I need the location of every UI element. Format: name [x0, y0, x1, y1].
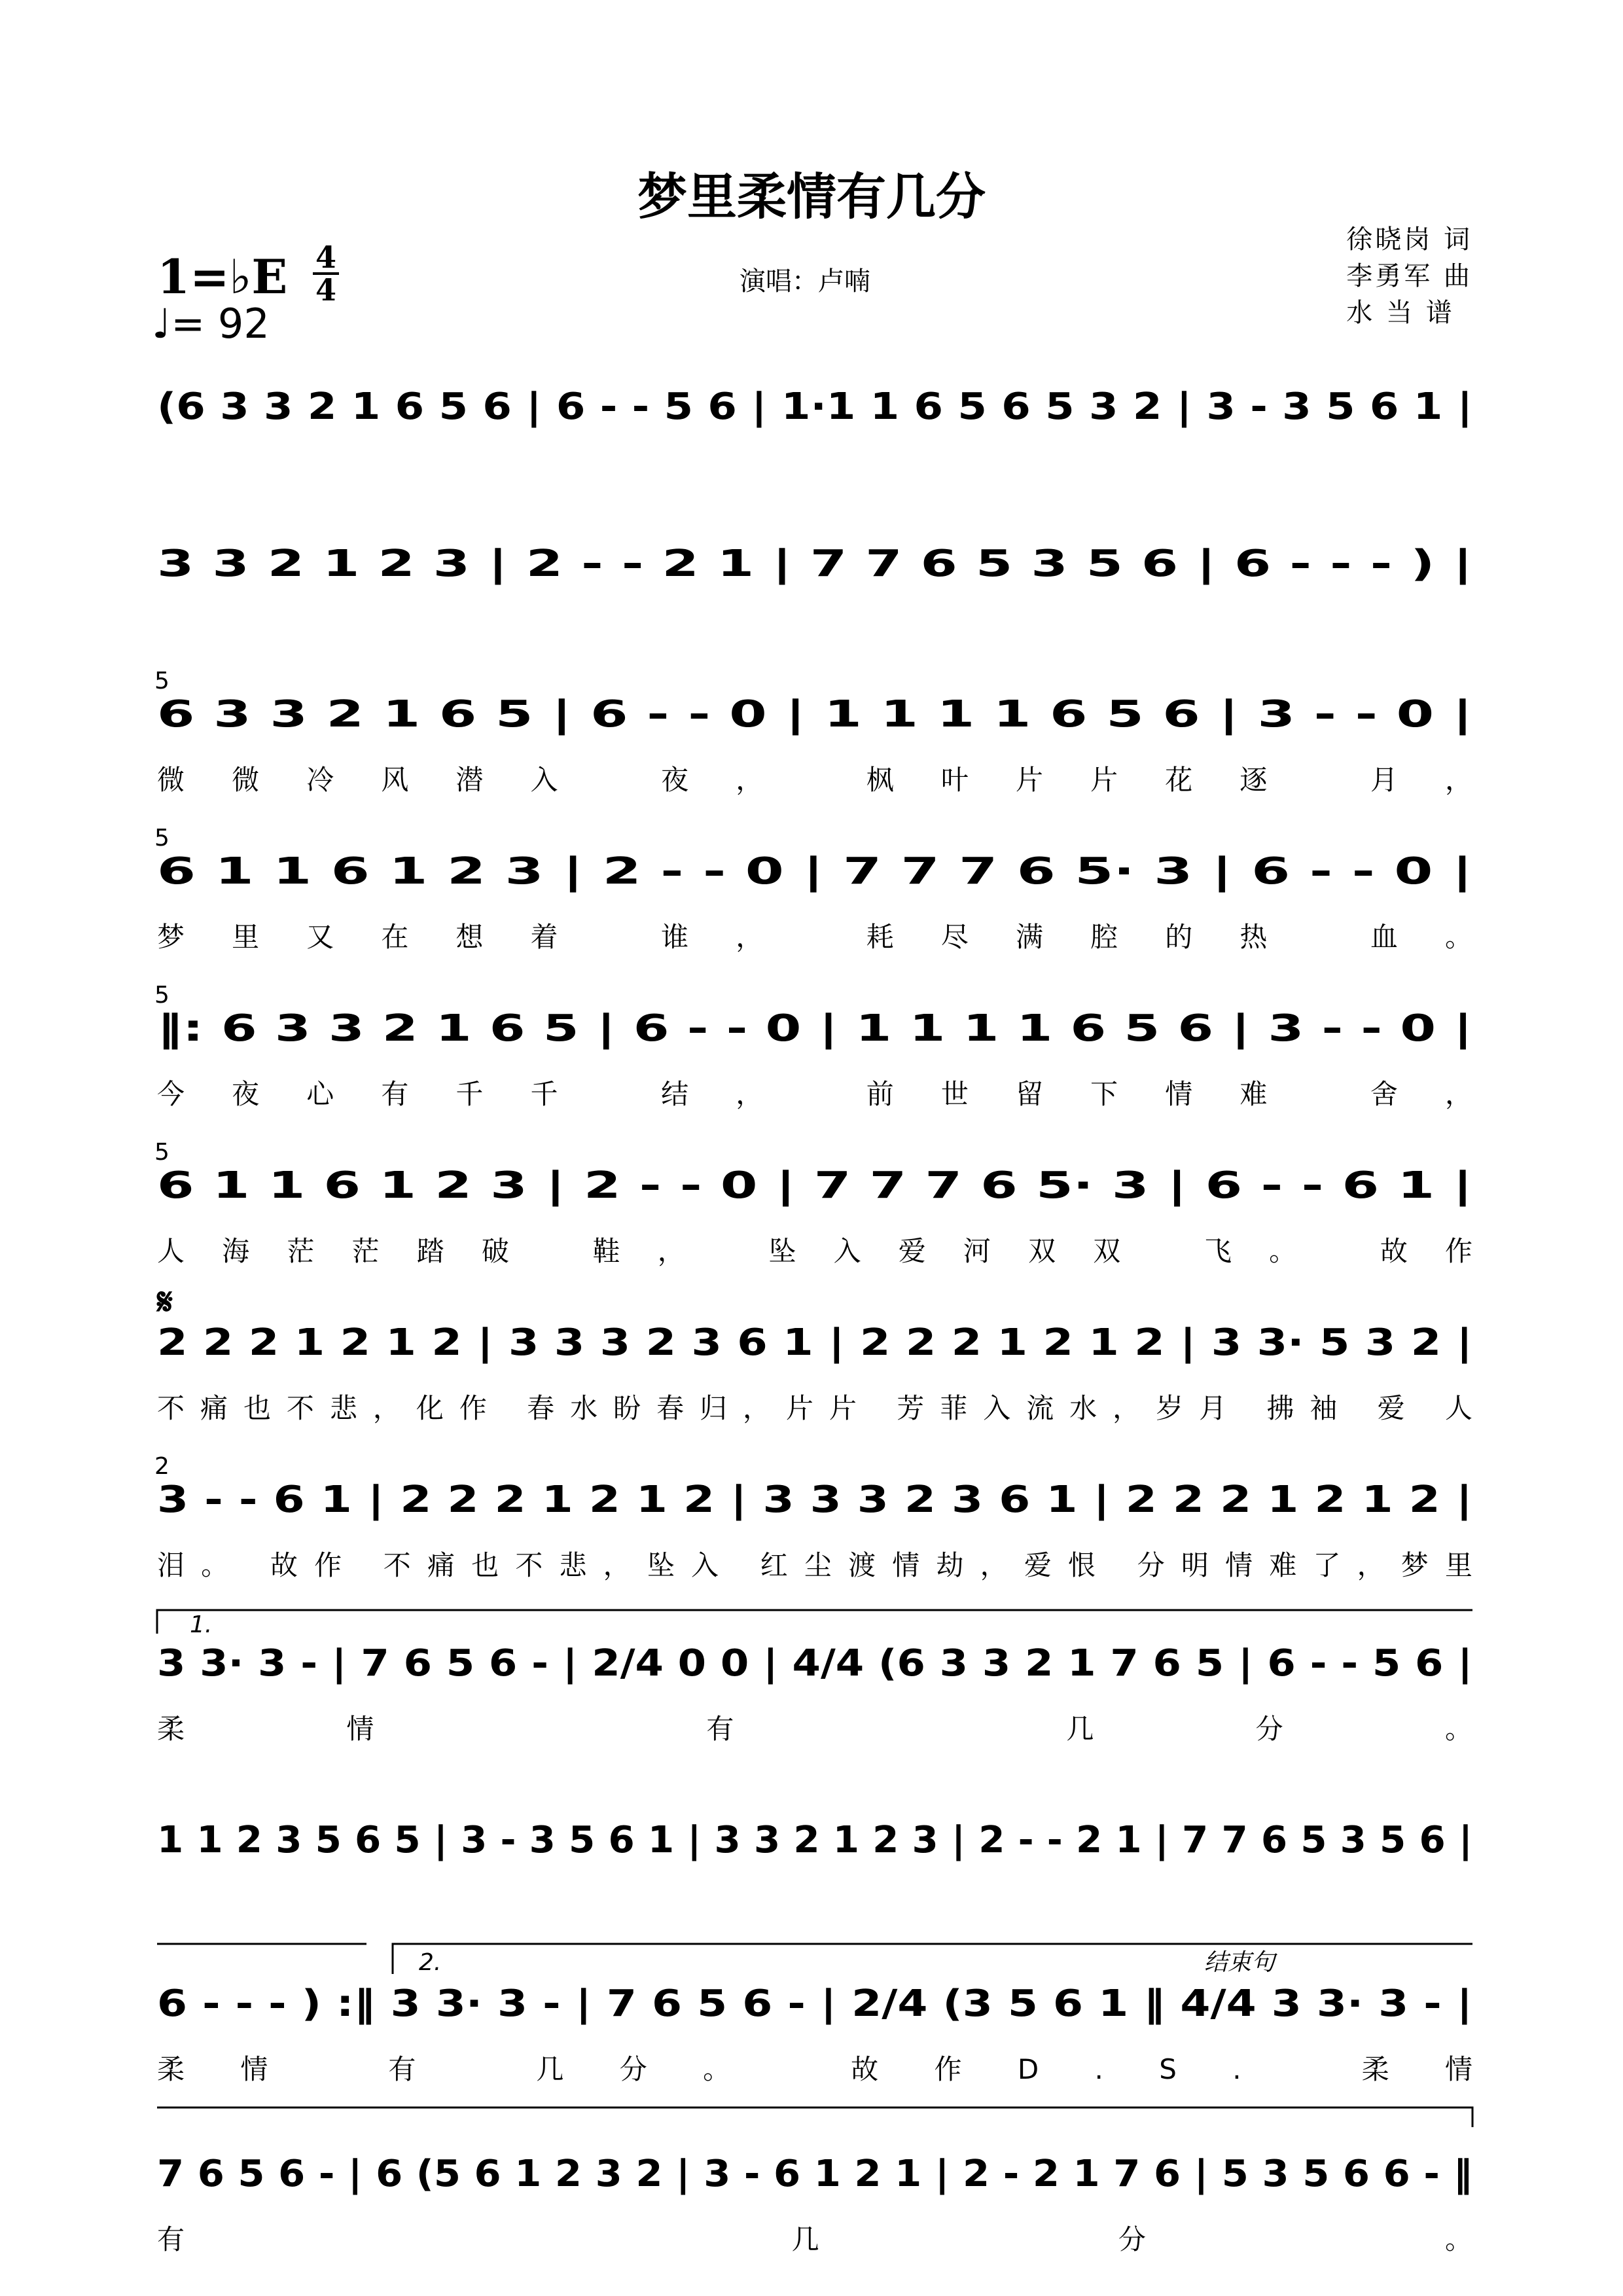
lyric-line: 泪。 故作 不痛也不悲，坠入 红尘渡情劫，爱恨 分明情难了，梦里 — [157, 1549, 1473, 1581]
singer-credit: 演唱：卢喃 — [740, 266, 870, 296]
meter-top: 4 — [313, 242, 339, 275]
score-row — [154, 1139, 1472, 1267]
notation-line: 3 3· 3 - | 7 6 5 6 - | 2/4 0 0 | 4/4 (6 3 3 2 1 7 6 5 | 6 - - 5 6 | — [157, 1642, 1472, 1685]
lyric-line: 梦里又在想着 谁， 耗尽满腔的热 血。 — [157, 921, 1472, 953]
tempo-mark: ♩= 92 — [152, 300, 270, 348]
score-row — [157, 2108, 1472, 2255]
score-row — [154, 825, 1472, 953]
score-row — [157, 543, 1472, 585]
volta-bracket-2 — [393, 1944, 1472, 1974]
score-row — [154, 668, 1472, 796]
notation-line: ‖: 6 3 3 2 1 6 5 | 6 - - 0 | 1 1 1 1 6 5 6 | 3 - - 0 | — [157, 1007, 1472, 1050]
segno-sign: 𝄋 — [157, 1281, 173, 1323]
score-row — [157, 386, 1472, 428]
score-row — [154, 982, 1472, 1110]
page-title: 梦里柔情有几分 — [637, 168, 986, 226]
transcriber-credit: 水 当 谱 — [1346, 298, 1455, 328]
lyric-line: 微微冷风潜入 夜， 枫叶片片花逐 月， — [157, 764, 1472, 796]
notation-line: 6 3 3 2 1 6 5 | 6 - - 0 | 1 1 1 1 6 5 6 | 3 - - 0 | — [157, 693, 1472, 736]
volta-label: 1. — [190, 1611, 213, 1638]
notation-line: 1 1 2 3 5 6 5 | 3 - 3 5 6 1 | 3 3 2 1 2 3 | 2 - - 2 1 | 7 7 6 5 3 5 6 | — [157, 1819, 1472, 1861]
score-row — [157, 1944, 1472, 2085]
score-row — [156, 1281, 1472, 1424]
grace-note: 5 — [154, 982, 169, 1009]
score-row — [157, 1819, 1472, 1861]
grace-note: 2 — [154, 1453, 169, 1480]
volta-bracket — [157, 1610, 1472, 1634]
notation-line: 3 3 2 1 2 3 | 2 - - 2 1 | 7 7 6 5 3 5 6 | 6 - - - ) | — [157, 543, 1472, 585]
notation-line: 7 6 5 6 - | 6 (5 6 1 2 3 2 | 3 - 6 1 2 1 | 2 - 2 1 7 6 | 5 3 5 6 6 - ‖ — [157, 2153, 1472, 2195]
lyric-line: 不痛也不悲，化作 春水盼春归，片片 芳菲入流水，岁月 拂袖 爱 人 — [157, 1392, 1472, 1424]
notation-line: 6 - - - ) :‖ 3 3· 3 - | 7 6 5 6 - | 2/4 (3 5 6 1 ‖ 4/4 3 3· 3 - | — [157, 1982, 1472, 2025]
lyricist-credit: 徐晓岗 词 — [1346, 224, 1472, 255]
grace-note: 5 — [154, 668, 169, 694]
lyric-line: 有 几分。 — [157, 2223, 1472, 2255]
volta-label: 2. — [419, 1949, 442, 1976]
lyric-line: 今夜心有千千 结， 前世留下情难 舍， — [157, 1078, 1472, 1110]
notation-line: 3 - - 6 1 | 2 2 2 1 2 1 2 | 3 3 3 2 3 6 1 | 2 2 2 1 2 1 2 | — [157, 1479, 1472, 1521]
coda-bracket — [157, 2108, 1472, 2127]
score-row — [157, 1610, 1472, 1745]
notation-line: 6 1 1 6 1 2 3 | 2 - - 0 | 7 7 7 6 5· 3 | 6 - - 0 | — [157, 850, 1472, 893]
notation-line: 2 2 2 1 2 1 2 | 3 3 3 2 3 6 1 | 2 2 2 1 2 1 2 | 3 3· 5 3 2 | — [157, 1321, 1472, 1364]
coda-label: 结束句 — [1204, 1949, 1275, 1976]
notation-line: (6 3 3 2 1 6 5 6 | 6 - - 5 6 | 1·1 1 6 5 6 5 3 2 | 3 - 3 5 6 1 | — [157, 386, 1472, 428]
lyric-line: 柔情 有 几分。 故作D.S. 柔情 — [157, 2053, 1472, 2085]
key-signature: 1=♭E — [157, 249, 288, 304]
grace-note: 5 — [154, 825, 169, 852]
grace-note: 5 — [154, 1139, 169, 1166]
lyric-line: 人海茫茫踏破 鞋， 坠入爱河双双 飞。 故作 — [157, 1235, 1472, 1267]
meter-bottom: 4 — [315, 272, 336, 308]
lyric-line: 柔情 有 几分。 — [157, 1713, 1472, 1745]
notation-line: 6 1 1 6 1 2 3 | 2 - - 0 | 7 7 7 6 5· 3 | 6 - - 6 1 | — [157, 1164, 1472, 1207]
composer-credit: 李勇军 曲 — [1346, 261, 1472, 291]
score-row — [154, 1453, 1472, 1581]
